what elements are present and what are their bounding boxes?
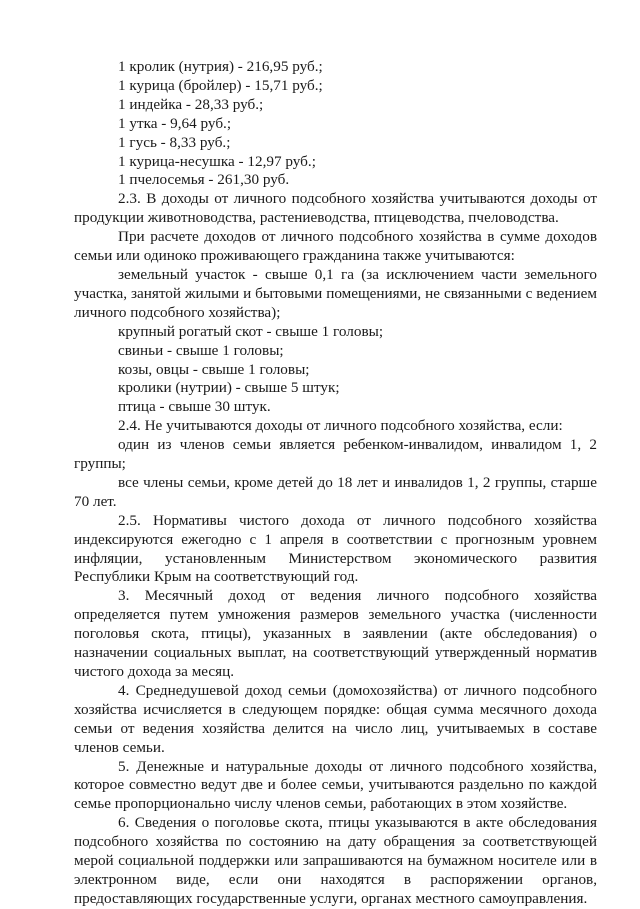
rate-line-beehive: 1 пчелосемья - 261,30 руб. [118,171,290,189]
rate-line-rabbit: 1 кролик (нутрия) - 216,95 руб.; [118,58,323,75]
livestock-poultry: птица - свыше 30 штук. [118,398,271,416]
paragraph-4: 4. Среднедушевой доход семьи (домохозяйства) от личного подсобного хозяйства исчисляется в следующем порядке: общая сумма месячного дохода семьи от ведения хозяйства делится на число лиц, учитываемых в составе членов семьи. [74,681,597,756]
rate-line-goose: 1 гусь - 8,33 руб.; [118,133,231,151]
paragraph-2-4-case-disabled: один из членов семьи является ребенком-инвалидом, инвалидом 1, 2 группы; [74,436,597,473]
paragraph-2-4: 2.4. Не учитываются доходы от личного подсобного хозяйства, если: [118,417,563,435]
paragraph-3: 3. Месячный доход от ведения личного подсобного хозяйства определяется путем умножения размеров земельного участка (численности поголовья скота, птицы), указанных в заявлении (акте обследования) о назначении социальных выплат, на соответствующий утвержденный норматив чистого дохода за месяц. [74,587,597,680]
paragraph-2-3: 2.3. В доходы от личного подсобного хозяйства учитываются доходы от продукции животноводства, растениеводства, птицеводства, пчеловодства. [74,190,597,227]
rate-line-turkey: 1 индейка - 28,33 руб.; [118,95,264,113]
paragraph-calculation: При расчете доходов от личного подсобного хозяйства в сумме доходов семьи или одиноко проживающего гражданина также учитываются: [74,228,597,265]
paragraph-6: 6. Сведения о поголовье скота, птицы указываются в акте обследования подсобного хозяйства по состоянию на дату обращения за соответствующей мерой социальной поддержки или запрашиваются на бумажном носителе или в электронном виде, если они находятся в распоряжении органов, предоставляющих государственные услуги, органах местного самоуправления. [74,814,597,907]
livestock-goats-sheep: козы, овцы - свыше 1 головы; [118,360,310,378]
livestock-cattle: крупный рогатый скот - свыше 1 головы; [118,322,384,340]
rate-line-duck: 1 утка - 9,64 руб.; [118,114,232,132]
paragraph-5: 5. Денежные и натуральные доходы от личного подсобного хозяйства, которое совместно ведут две и более семьи, учитываются раздельно по каждой семье пропорционально числу членов семьи, работающих в этом хозяйстве. [74,757,597,813]
rate-line-broiler: 1 курица (бройлер) - 15,71 руб.; [118,76,323,94]
rate-line-laying-hen: 1 курица-несушка - 12,97 руб.; [118,152,316,170]
paragraph-2-4-case-elderly: все члены семьи, кроме детей до 18 лет и инвалидов 1, 2 группы, старше 70 лет. [74,473,597,510]
livestock-pigs: свиньи - свыше 1 головы; [118,341,284,359]
livestock-rabbits: кролики (нутрии) - свыше 5 штук; [118,379,340,397]
paragraph-2-5: 2.5. Нормативы чистого дохода от личного подсобного хозяйства индексируются ежегодно с 1 апреля в соответствии с прогнозным уровнем инфляции, установленным Министерством экономического развития Республики Крым на соответствующий год. [74,511,597,586]
paragraph-land-plot: земельный участок - свыше 0,1 га (за исключением части земельного участка, занятой жилыми и бытовыми помещениями, не связанными с ведением личного подсобного хозяйства); [74,265,597,321]
